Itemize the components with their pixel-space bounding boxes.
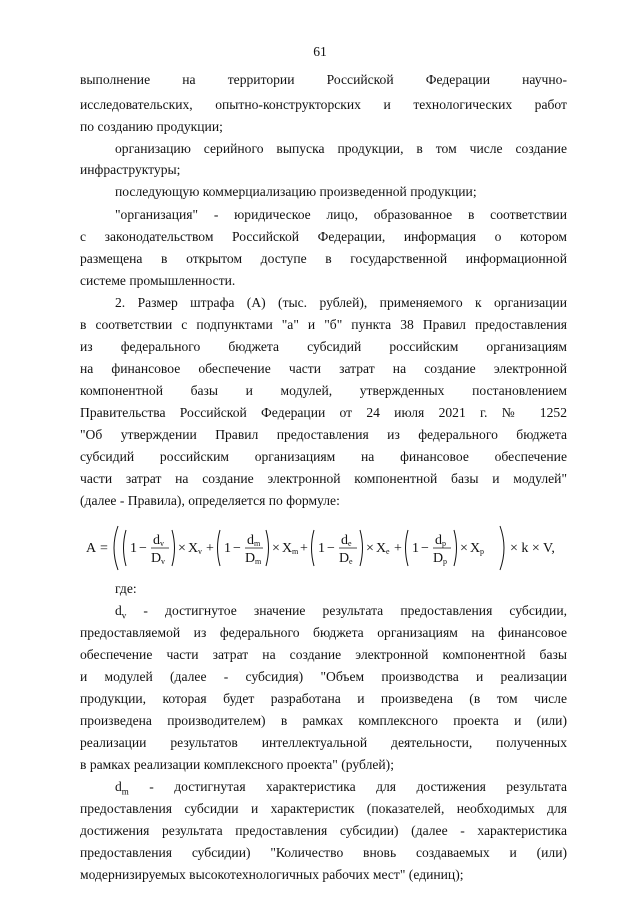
text-line: достижения результата предоставления субсидии) (далее - характеристика — [80, 823, 567, 838]
term-paren-close — [360, 530, 363, 566]
term-x-sub: e — [386, 547, 390, 556]
dv-symbol: $d_v$ — [115, 603, 127, 621]
text-line: по созданию продукции; — [80, 119, 223, 134]
term-minus: − — [233, 541, 241, 556]
term-paren-open — [124, 530, 127, 566]
text-line: системе промышленности. — [80, 273, 236, 288]
page-number: 61 — [313, 44, 327, 59]
term-times: × — [178, 541, 186, 556]
term-x: X — [188, 541, 199, 556]
term-numerator: d — [247, 533, 254, 548]
term-numerator-sub: v — [160, 539, 164, 548]
term-x-sub: m — [292, 547, 299, 556]
term-x: X — [376, 541, 387, 556]
term-denominator-sub: v — [161, 557, 165, 566]
term-minus: − — [421, 541, 429, 556]
dm-symbol: $d_m$ — [115, 779, 129, 797]
term-denominator: D — [245, 551, 256, 566]
term-one: 1 — [130, 541, 137, 556]
term-denominator: D — [339, 551, 350, 566]
term-x-sub: v — [198, 547, 202, 556]
text-line: в рамках реализации комплексного проекта" (рублей); — [80, 757, 394, 772]
term-minus: − — [327, 541, 335, 556]
term-times: × — [272, 541, 280, 556]
text-line: модернизируемых высокотехнологичных рабочих мест" (единиц); — [80, 867, 464, 882]
text-line: 2. Размер штрафа (А) (тыс. рублей), применяемого к организации — [115, 295, 567, 310]
term-denominator-sub: e — [349, 557, 353, 566]
text-line: организацию серийного выпуска продукции, в том числе создание — [115, 141, 567, 156]
term-plus: + — [206, 541, 214, 556]
formula-eq: = — [100, 541, 108, 556]
text-line: "Об утверждении Правил предоставления из федерального бюджета — [80, 427, 567, 442]
term-numerator-sub: e — [348, 539, 352, 548]
term-one: 1 — [318, 541, 325, 556]
text-line: - достигнутая характеристика для достижения результата — [149, 779, 567, 794]
text-line: с законодательством Российской Федерации, информация о котором — [80, 229, 567, 244]
term-plus: + — [394, 541, 402, 556]
term-paren-open — [312, 530, 315, 566]
text-line: части затрат на создание электронной компонентной базы и модулей" — [80, 471, 567, 486]
text-line: (далее - Правила), определяется по формуле: — [80, 493, 340, 508]
text-line: реализации результатов интеллектуальной деятельности, полученных — [80, 735, 567, 750]
term-one: 1 — [224, 541, 231, 556]
dm-definition — [115, 778, 567, 801]
term-numerator: d — [435, 533, 442, 548]
term-minus: − — [139, 541, 147, 556]
term-paren-close — [172, 530, 175, 566]
text-line: - достигнутое значение результата предоставления субсидии, — [143, 603, 567, 618]
term-numerator: d — [341, 533, 348, 548]
outer-paren-open — [114, 526, 118, 570]
term-numerator-sub: m — [254, 539, 261, 548]
term-denominator-sub: m — [255, 557, 262, 566]
text-line: размещена в открытом доступе в государственной информационной — [80, 251, 567, 266]
text-line: выполнение на территории Российской Федерации научно- — [80, 72, 567, 87]
formula-svg — [86, 522, 566, 574]
term-one: 1 — [412, 541, 419, 556]
term-x: X — [282, 541, 293, 556]
text-line: Правительства Российской Федерации от 24 июля 2021 г. № 1252 — [80, 405, 567, 420]
term-paren-open — [406, 530, 409, 566]
text-line: субсидий российским организациям на финансовое обеспечение — [80, 449, 567, 464]
term-x-sub: p — [480, 547, 484, 556]
text-line: и модулей (далее - субсидия) "Объем производства и реализации — [80, 669, 567, 684]
text-line: исследовательских, опытно-конструкторских и технологических работ — [80, 97, 567, 112]
term-paren-close — [266, 530, 269, 566]
term-times: × — [366, 541, 374, 556]
term-denominator: D — [433, 551, 444, 566]
dv-definition — [115, 602, 567, 625]
text-line: в соответствии с подпунктами "а" и "б" пункта 38 Правил предоставления — [80, 317, 567, 332]
term-times: × — [460, 541, 468, 556]
text-line: произведена производителем) в рамках комплексного проекта и (или) — [80, 713, 567, 728]
text-line: предоставления субсидии) "Количество вновь создаваемых и (или) — [80, 845, 567, 860]
term-numerator-sub: p — [442, 539, 446, 548]
term-plus: + — [300, 541, 308, 556]
formula-tail: × k × V, — [510, 541, 555, 556]
where-label: где: — [115, 581, 137, 596]
term-paren-close — [454, 530, 457, 566]
text-line: из федерального бюджета субсидий российским организациям — [80, 339, 567, 354]
formula-lhs: A — [86, 541, 97, 556]
text-line: компонентной базы и модулей, утвержденных постановлением — [80, 383, 567, 398]
term-numerator: d — [153, 533, 160, 548]
text-line: предоставляемой из федерального бюджета организациям на финансовое — [80, 625, 567, 640]
term-denominator: D — [151, 551, 162, 566]
outer-paren-close — [500, 526, 504, 570]
text-line: последующую коммерциализацию произведенной продукции; — [115, 184, 477, 199]
text-line: предоставления субсидии и характеристик (показателей, необходимых для — [80, 801, 567, 816]
text-line: на финансовое обеспечение части затрат на создание электронной — [80, 361, 567, 376]
penalty-formula — [86, 522, 566, 572]
text-line: обеспечение части затрат на создание электронной компонентной базы — [80, 647, 567, 662]
term-paren-open — [218, 530, 221, 566]
text-line: инфраструктуры; — [80, 162, 181, 177]
term-x: X — [470, 541, 481, 556]
text-line: продукции, которая будет разработана и произведена (в том числе — [80, 691, 567, 706]
term-denominator-sub: p — [443, 557, 447, 566]
text-line: "организация" - юридическое лицо, образованное в соответствии — [115, 207, 567, 222]
